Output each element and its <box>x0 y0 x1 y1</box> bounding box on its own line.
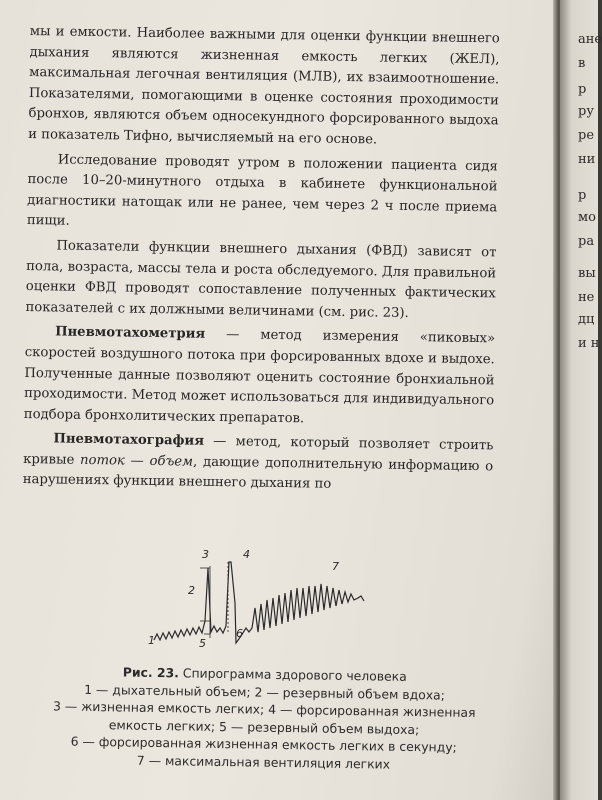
right-fragment: мо <box>578 210 596 225</box>
caption-line-1: 1 — дыхательный объем; 2 — резервный объем вдоха; <box>84 681 446 703</box>
figure-label-1: 1 <box>148 634 155 647</box>
right-fragment: р <box>578 188 587 203</box>
right-fragment: ру <box>578 104 594 119</box>
right-page-edge <box>560 0 602 800</box>
definition-pneumotachometry: — метод измерения «пиковых» скоростей воздушного потока при форсированных вдохе и выдохе. Полученные данные позволяют оценить состояние бронхиальной проходимости. Метод может использоваться для индивидуального подбора бронхолитических препаратов. <box>23 327 496 427</box>
spirogram-curve <box>154 562 364 643</box>
paragraph-1: мы и емкости. Наиболее важными для оценки функции внешнего дыхания являются жизненная емкость легких (ЖЕЛ), максимальная легочная вентиляция (МЛВ), их взаимоотношение. Показателями, помогающими в оценке состояния проходимости бронхов, являются объем односекундного форсированного выдоха и показатель Тифно, вычисляемый на его основе. <box>28 23 500 148</box>
paragraph-pneumotachometry <box>24 322 496 432</box>
right-fragment: дц <box>578 312 595 327</box>
caption-line-3: емкость легких; 5 — резервный объем выдоха; <box>108 717 420 737</box>
definition-part-2: , дающие дополнительную информацию о нарушениях функции внешнего дыхания по <box>22 454 494 493</box>
right-fragment: не <box>578 290 595 305</box>
figure-label-2: 2 <box>188 584 195 597</box>
figure-label-5: 5 <box>199 637 206 650</box>
right-fragment: ане <box>578 32 602 47</box>
term-pneumotachometry: Пневмотахометрия <box>55 324 206 343</box>
caption-line-2: 3 — жизненная емкость легких; 4 — форсированная жизненная <box>52 698 476 721</box>
figure-label-7: 7 <box>332 560 339 573</box>
right-fragment: р <box>578 82 587 97</box>
caption-line-4: 6 — форсированная жизненная емкость легких в секунду; <box>70 734 457 756</box>
spirogram-figure <box>140 548 400 658</box>
right-fragment: и н <box>578 336 600 351</box>
figure-label-6: 6 <box>236 627 243 640</box>
figure-caption <box>28 662 500 775</box>
figure-label-4: 4 <box>243 548 250 561</box>
right-fragment: ре <box>578 128 595 143</box>
caption-line-5: 7 — максимальная вентиляция легких <box>136 752 391 772</box>
figure-label-3: 3 <box>202 548 209 561</box>
definition-part-1: — метод, который позволяет строить кривые <box>23 434 494 468</box>
caption-figure-title: Спирограмма здорового человека <box>178 665 407 684</box>
spirogram-svg <box>140 548 400 658</box>
right-fragment: в <box>578 56 586 71</box>
right-fragment: вы <box>578 266 596 281</box>
right-fragment: ра <box>578 234 595 249</box>
paragraph-3: Показатели функции внешнего дыхания (ФВД) зависят от пола, возраста, массы тела и роста обследуемого. Для правильной оценки ФВД проводят сопоставление полученных фактических показателей с их должными величинами (см. рис. 23). <box>25 238 497 321</box>
body-text <box>23 22 500 502</box>
caption-figure-number: Рис. 23. <box>122 664 180 681</box>
right-fragment: ни <box>578 152 596 167</box>
paragraph-pneumotachography <box>23 429 494 498</box>
paragraph-2: Исследование проводят утром в положении пациента сидя после 10–20-минутного отдыха в кабинете функциональной диагностики натощак или не ранее, чем через 2 ч после приема пищи. <box>26 152 498 229</box>
definition-italic: поток — объем <box>79 452 194 470</box>
term-pneumotachography: Пневмотахография <box>53 431 205 450</box>
